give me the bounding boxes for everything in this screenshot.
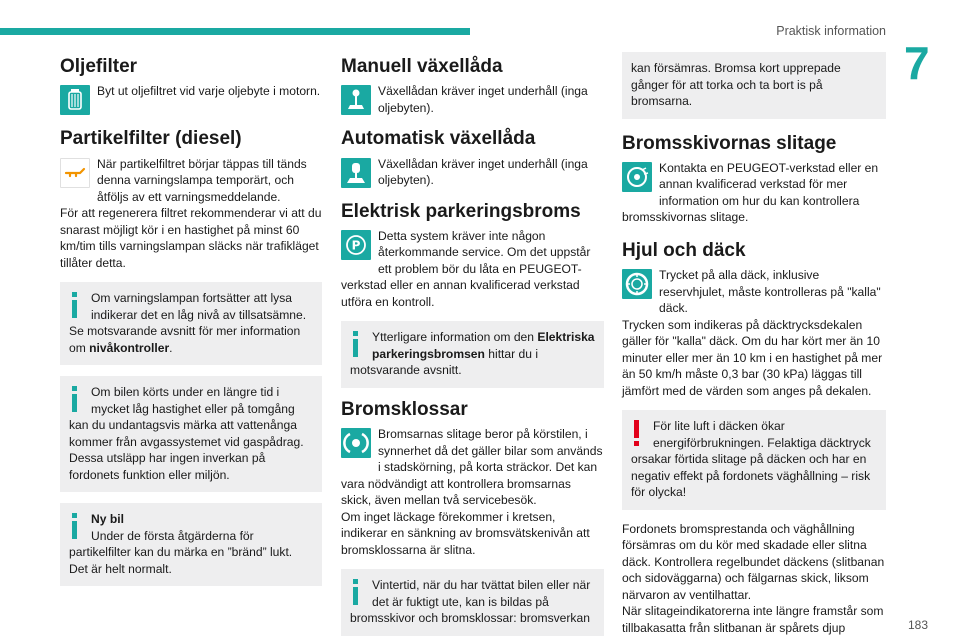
header-section-title: Praktisk information [776,24,886,38]
note-parking-brake [341,321,604,388]
brake-discs-paragraph [622,160,886,226]
parking-brake-text: Detta system kräver inte någon återkommande service. Om det uppstår ett problem bör du låta en PEUGEOT-verkstad eller en annan kvalificerad verkstad utföra en kontroll. [341,228,591,309]
note-additive-bold: nivåkontroller [89,340,170,355]
note-new-car-title: Ny bil [91,512,124,527]
brake-pads-paragraph [341,426,604,509]
note-water-vapour [60,376,322,492]
wheels-tyres-text: Trycket på alla däck, inklusive reservhjulet, måste kontrolleras på "kalla" däck. [659,268,881,316]
brake-pads-icon [341,428,371,458]
manual-gearbox-paragraph [341,83,604,117]
note-additive-end: . [169,340,173,355]
tyre-icon [622,269,652,299]
wheels-tyres-heading: Hjul och däck [622,239,746,261]
section-brake-pads [341,399,604,558]
info-icon [350,331,362,357]
particle-filter-text-2: För att regenerera filtret rekommenderar vi att du snarast möjligt kör i en hastighet på minst 60 km/tim tills varningslampan släcks när trafikläget tillåter detta. [60,206,322,270]
wheels-tyres-paragraph [622,267,886,317]
section-parking-brake [341,201,604,311]
chapter-number: 7 [904,37,930,89]
page-number: 183 [907,618,928,632]
section-particle-filter [60,128,322,271]
note-winter-text: Vintertid, när du har tvättat bilen eller när det är fuktigt ute, kan is bildas på bromsskivor och bromsklossar: bromsverkan [350,578,591,626]
note-winter [341,569,604,636]
wear-indicator-text: När slitageindikatorerna inte längre framstår som tillbakasatta från slitbanan är spårets djup [622,604,884,635]
braking-performance-text: Fordonets bromsprestanda och väghållning försämras om du kör med skadade eller slitna däck. Kontrollera regelbundet däckens (slitbanan och sidoväggarna) och fälgarnas skick, liksom närvaron av ventilhattar. [622,521,885,602]
note-parking-end: hittar du i motsvarande avsnitt. [350,346,539,378]
brake-pads-heading: Bromsklossar [341,398,468,420]
column-3 [622,52,886,636]
brake-pads-text: Bromsarnas slitage beror på körstilen, i synnerhet då det gäller bilar som används i stadskörning, på korta sträckor. Det kan vara nödvändigt att kontrollera bromsarnas skick, även mellan två servicebesök. [341,427,603,508]
info-icon [69,386,81,412]
particle-filter-paragraph [60,156,322,206]
note-winter-cont-text: kan försämras. Bromsa kort upprepade gånger för att torka och ta bort is på bromsarna. [631,61,841,108]
note-new-car [60,503,322,586]
oil-filter-heading: Oljefilter [60,56,138,77]
svg-text:P: P [351,238,361,253]
section-automatic-gearbox [341,128,604,189]
section-brake-discs [622,133,886,226]
parking-brake-paragraph [341,228,604,311]
automatic-gearbox-paragraph [341,156,604,190]
note-additive-text: Om varningslampan fortsätter att lysa indikerar det en låg nivå av tillsatsämne. Se motsvarande avsnitt för mer information om [69,291,307,355]
particle-filter-text: När partikelfiltret börjar täppas till tänds denna varningslampa temporärt, och åtföljs av ett varningsmeddelande. [97,156,307,204]
oil-filter-paragraph [60,83,322,117]
note-parking-text: Ytterligare information om den [372,330,538,345]
brake-discs-text: Kontakta en PEUGEOT-verkstad eller en annan kvalificerad verkstad för mer information om hur du kan kontrollera bromsskivornas slitage. [622,160,879,225]
note-tyre-pressure-warning [622,410,886,510]
particle-filter-heading: Partikelfilter (diesel) [60,128,242,150]
note-water-vapour-text: Om bilen körts under en längre tid i mycket låg hastighet eller på tomgång kan du undantagsvis märka att vattenånga kommer från avgassystemet vid gaspådrag. Dessa utsläpp har ingen inverkan på fordonets funktion eller miljön. [69,385,304,482]
section-oil-filter [60,56,322,117]
section-wheels-tyres [622,240,886,399]
brake-pads-text-2: Om inget läckage förekommer i kretsen, indikerar en sänkning av bromsvätskenivån att bromsklossarna är slitna. [341,509,590,557]
column-2 [341,56,604,640]
brake-discs-heading: Bromsskivornas slitage [622,132,837,154]
oil-filter-icon [60,85,90,115]
note-parking-bold: Elektriska parkeringsbromsen [372,330,595,361]
header-accent-bar [0,28,470,35]
parking-brake-heading: Elektrisk parkeringsbroms [341,200,581,222]
warning-exclamation-icon [631,420,643,446]
manual-gearbox-text: Växellådan kräver inget underhåll (inga oljebyten). [378,84,588,115]
info-icon [69,292,81,318]
info-icon [350,579,362,605]
manual-gearbox-icon [341,85,371,115]
automatic-gearbox-text: Växellådan kräver inget underhåll (inga oljebyten). [378,156,588,188]
note-winter-continued [622,52,886,119]
note-additive-level [60,282,322,365]
oil-filter-text: Byt ut oljefiltret vid varje oljebyte i motorn. [97,84,321,99]
manual-gearbox-heading: Manuell växellåda [341,56,503,77]
brake-disc-icon [622,162,652,192]
automatic-gearbox-heading: Automatisk växellåda [341,128,536,150]
wheels-tyres-text-2: Trycken som indikeras på däcktrycksdekalen gäller för "kalla" däck. Om du har kört mer än 10 minuter eller mer än 10 km i en hastighet på mer än 50 km/h måste 0,3 bar (30 kPa) läggas till jämfört med de värden som anges på dekalen. [622,317,883,398]
note-new-car-text: Under de första åtgärderna för partikelfilter kan du märka en ”bränd” lukt. Det är helt normalt. [69,528,293,576]
automatic-gearbox-icon [341,158,371,188]
note-warning-text: För lite luft i däcken ökar energiförbrukningen. Felaktiga däcktryck orsakar förtida slitage på däcken och har en negativ effekt på fordonets väghållning – risk för olycka! [631,419,871,500]
column-1 [60,56,322,597]
section-manual-gearbox [341,56,604,117]
info-icon [69,513,81,539]
parking-brake-icon [341,230,371,260]
warning-lamp-icon [60,158,90,188]
